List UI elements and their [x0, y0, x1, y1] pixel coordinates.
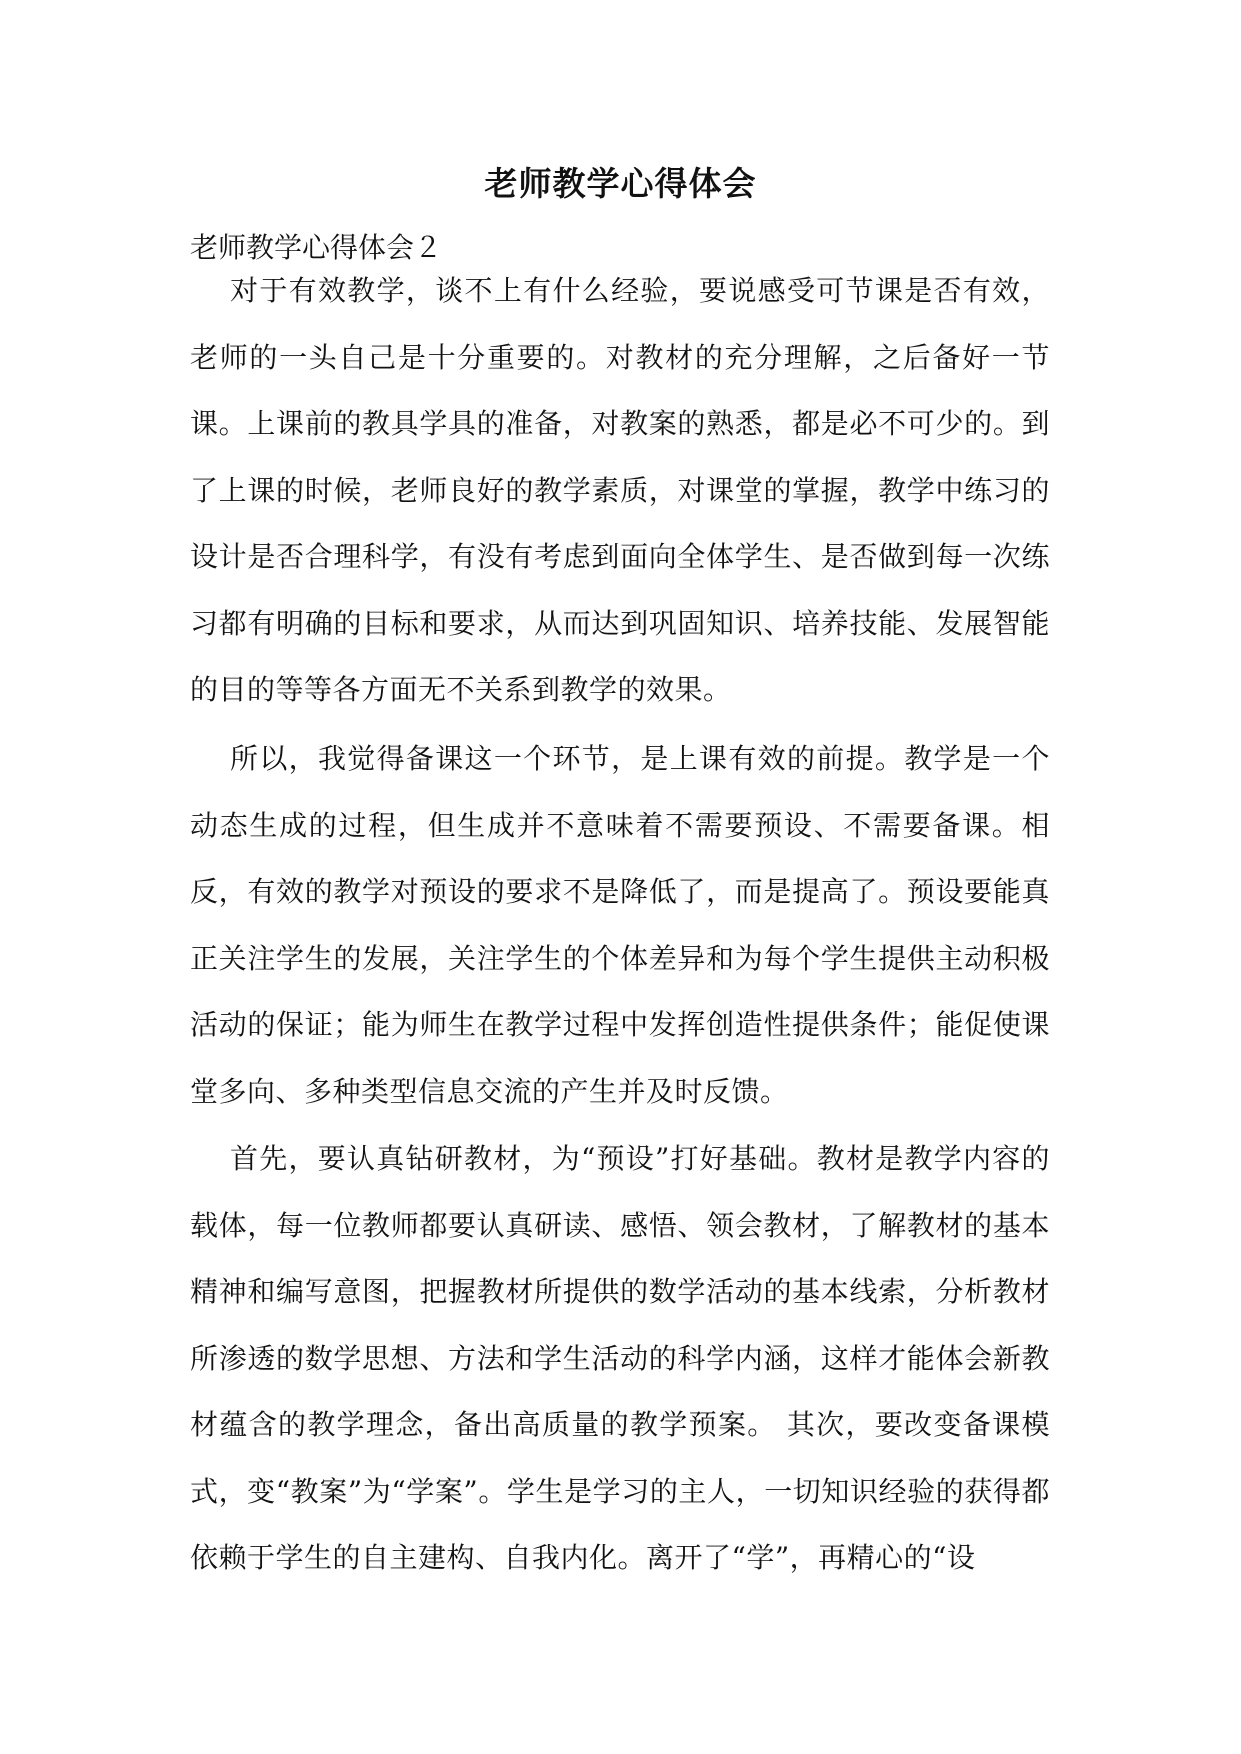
- paragraph-1: 对于有效教学，谈不上有什么经验，要说感受可节课是否有效，老师的一头自己是十分重要的。对教材的充分理解，之后备好一节课。上课前的教具学具的准备，对教案的熟悉，都是必不可少的。到了上课的时候，老师良好的教学素质，对课堂的掌握，教学中练习的设计是否合理科学，有没有考虑到面向全体学生、是否做到每一次练习都有明确的目标和要求，从而达到巩固知识、培养技能、发展智能的目的等等各方面无不关系到教学的效果。: [190, 274, 1050, 706]
- paragraph-3: 首先，要认真钻研教材，为“预设”打好基础。教材是教学内容的载体，每一位教师都要认真研读、感悟、领会教材，了解教材的基本精神和编写意图，把握教材所提供的数学活动的基本线索，分析教材所渗透的数学思想、方法和学生活动的科学内涵，这样才能体会新教材蕴含的教学理念，备出高质量的教学预案。 其次，要改变备课模式，变“教案”为“学案”。学生是学习的主人，一切知识经验的获得都依赖于学生的自主建构、自我内化。离开了“学”，再精心的“设: [190, 1142, 1050, 1574]
- document-subtitle: 老师教学心得体会２: [190, 231, 443, 264]
- paragraph-2: 所以，我觉得备课这一个环节，是上课有效的前提。教学是一个动态生成的过程，但生成并不意味着不需要预设、不需要备课。相反，有效的教学对预设的要求不是降低了，而是提高了。预设要能真正关注学生的发展，关注学生的个体差异和为每个学生提供主动积极活动的保证；能为师生在教学过程中发挥创造性提供条件；能促使课堂多向、多种类型信息交流的产生并及时反馈。: [190, 742, 1050, 1108]
- document-title: 老师教学心得体会: [484, 164, 757, 203]
